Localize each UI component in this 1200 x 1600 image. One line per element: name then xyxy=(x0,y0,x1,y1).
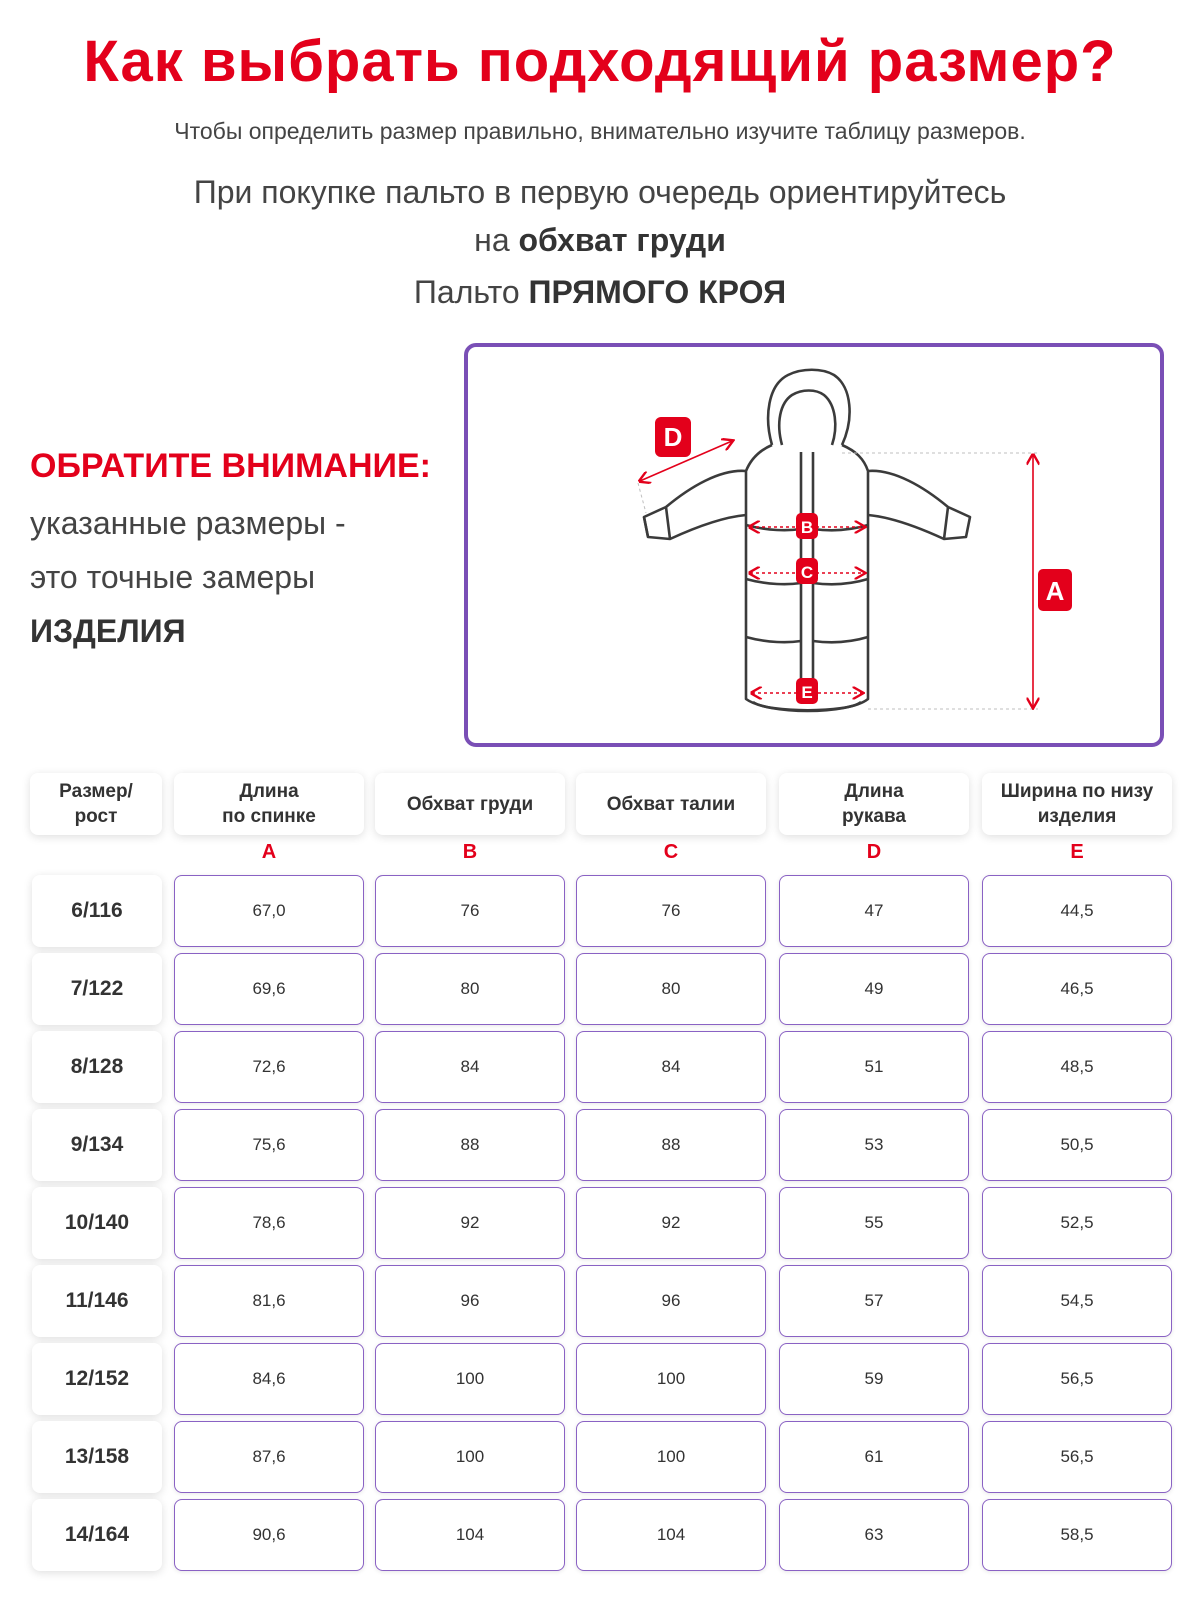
table-cell: 54,5 xyxy=(982,1265,1172,1337)
header-sleeve-line1: Длина xyxy=(844,781,904,802)
table-cell: 67,0 xyxy=(174,875,364,947)
cut-bold: ПРЯМОГО КРОЯ xyxy=(528,274,787,310)
badge-a-label: A xyxy=(1045,576,1065,606)
attention-line-3: ИЗДЕЛИЯ xyxy=(30,613,186,649)
lead-text xyxy=(0,168,1200,264)
table-cell: 96 xyxy=(576,1265,766,1337)
table-cell: 76 xyxy=(576,875,766,947)
header-back-length-line1: Длина xyxy=(239,781,299,802)
table-cell: 56,5 xyxy=(982,1421,1172,1493)
table-cell: 100 xyxy=(375,1421,565,1493)
lead-line-2-bold: обхват груди xyxy=(518,222,726,258)
column-letter-d: D xyxy=(866,841,882,863)
table-cell: 51 xyxy=(779,1031,969,1103)
row-size: 13/158 xyxy=(32,1421,162,1493)
table-cell: 49 xyxy=(779,953,969,1025)
table-cell: 87,6 xyxy=(174,1421,364,1493)
row-size: 14/164 xyxy=(32,1499,162,1571)
table-cell: 100 xyxy=(576,1343,766,1415)
table-cell: 84,6 xyxy=(174,1343,364,1415)
cut-prefix: Пальто xyxy=(413,274,529,310)
attention-line-2: это точные замеры xyxy=(30,559,316,595)
lead-line-2-prefix: на xyxy=(474,222,519,258)
badge-b xyxy=(796,513,818,539)
table-cell: 100 xyxy=(576,1421,766,1493)
table-cell: 90,6 xyxy=(174,1499,364,1571)
badge-a xyxy=(1038,569,1072,611)
badge-b-label: B xyxy=(800,518,814,537)
row-size: 11/146 xyxy=(32,1265,162,1337)
table-cell: 46,5 xyxy=(982,953,1172,1025)
attention-line-1: указанные размеры - xyxy=(30,505,346,541)
table-cell: 88 xyxy=(576,1109,766,1181)
table-cell: 104 xyxy=(576,1499,766,1571)
header-hem-width xyxy=(982,773,1172,835)
badge-d xyxy=(655,417,691,457)
table-cell: 69,6 xyxy=(174,953,364,1025)
header-size-line1: Размер/ xyxy=(59,781,133,802)
table-cell: 104 xyxy=(375,1499,565,1571)
table-cell: 72,6 xyxy=(174,1031,364,1103)
table-cell: 92 xyxy=(375,1187,565,1259)
row-size: 8/128 xyxy=(32,1031,162,1103)
column-letter-c: C xyxy=(663,841,679,863)
cut-text xyxy=(0,274,1200,311)
table-cell: 88 xyxy=(375,1109,565,1181)
table-cell: 48,5 xyxy=(982,1031,1172,1103)
coat-icon xyxy=(468,347,1160,743)
table-cell: 58,5 xyxy=(982,1499,1172,1571)
lead-line-1: При покупке пальто в первую очередь ориентируйтесь xyxy=(193,174,1007,210)
table-cell: 96 xyxy=(375,1265,565,1337)
header-sleeve xyxy=(779,773,969,835)
badge-e xyxy=(796,678,818,704)
header-sleeve-line2: рукава xyxy=(842,806,906,827)
header-size-line2: рост xyxy=(74,806,118,827)
table-cell: 63 xyxy=(779,1499,969,1571)
table-cell: 80 xyxy=(375,953,565,1025)
row-size: 6/116 xyxy=(32,875,162,947)
attention-note xyxy=(30,444,450,658)
badge-c-label: C xyxy=(800,563,814,582)
table-cell: 84 xyxy=(375,1031,565,1103)
coat-diagram xyxy=(464,343,1164,747)
header-chest-label: Обхват груди xyxy=(406,793,534,815)
guide-lines xyxy=(638,453,1038,709)
header-chest xyxy=(375,773,565,835)
lead-line-2 xyxy=(0,216,1200,264)
table-cell: 78,6 xyxy=(174,1187,364,1259)
table-cell: 53 xyxy=(779,1109,969,1181)
column-letter-a: A xyxy=(261,841,277,863)
table-cell: 80 xyxy=(576,953,766,1025)
row-size: 9/134 xyxy=(32,1109,162,1181)
header-size xyxy=(30,773,162,835)
header-waist xyxy=(576,773,766,835)
table-cell: 100 xyxy=(375,1343,565,1415)
column-letter-e: E xyxy=(1070,841,1084,863)
header-hem-width-line1: Ширина по низу xyxy=(1000,781,1154,802)
page-title: Как выбрать подходящий размер? xyxy=(83,29,1117,94)
header-back-length-line2: по спинке xyxy=(222,806,316,827)
table-cell: 47 xyxy=(779,875,969,947)
table-cell: 44,5 xyxy=(982,875,1172,947)
table-cell: 50,5 xyxy=(982,1109,1172,1181)
badge-d-label: D xyxy=(663,422,683,452)
table-cell: 55 xyxy=(779,1187,969,1259)
table-cell: 75,6 xyxy=(174,1109,364,1181)
coat-outline xyxy=(644,370,970,711)
badge-e-label: E xyxy=(801,683,813,702)
table-cell: 84 xyxy=(576,1031,766,1103)
header-hem-width-line2: изделия xyxy=(1037,806,1117,827)
attention-title: ОБРАТИТЕ ВНИМАНИЕ: xyxy=(30,447,431,485)
table-cell: 52,5 xyxy=(982,1187,1172,1259)
table-cell: 76 xyxy=(375,875,565,947)
table-cell: 56,5 xyxy=(982,1343,1172,1415)
table-cell: 81,6 xyxy=(174,1265,364,1337)
column-letter-b: B xyxy=(462,841,478,863)
header-waist-label: Обхват талии xyxy=(606,793,736,815)
row-size: 7/122 xyxy=(32,953,162,1025)
header-back-length xyxy=(174,773,364,835)
table-cell: 59 xyxy=(779,1343,969,1415)
page-subtitle: Чтобы определить размер правильно, внимательно изучите таблицу размеров. xyxy=(174,118,1026,144)
table-cell: 61 xyxy=(779,1421,969,1493)
row-size: 10/140 xyxy=(32,1187,162,1259)
table-cell: 92 xyxy=(576,1187,766,1259)
table-cell: 57 xyxy=(779,1265,969,1337)
measurement-lines xyxy=(640,441,1033,707)
badge-c xyxy=(796,558,818,584)
row-size: 12/152 xyxy=(32,1343,162,1415)
